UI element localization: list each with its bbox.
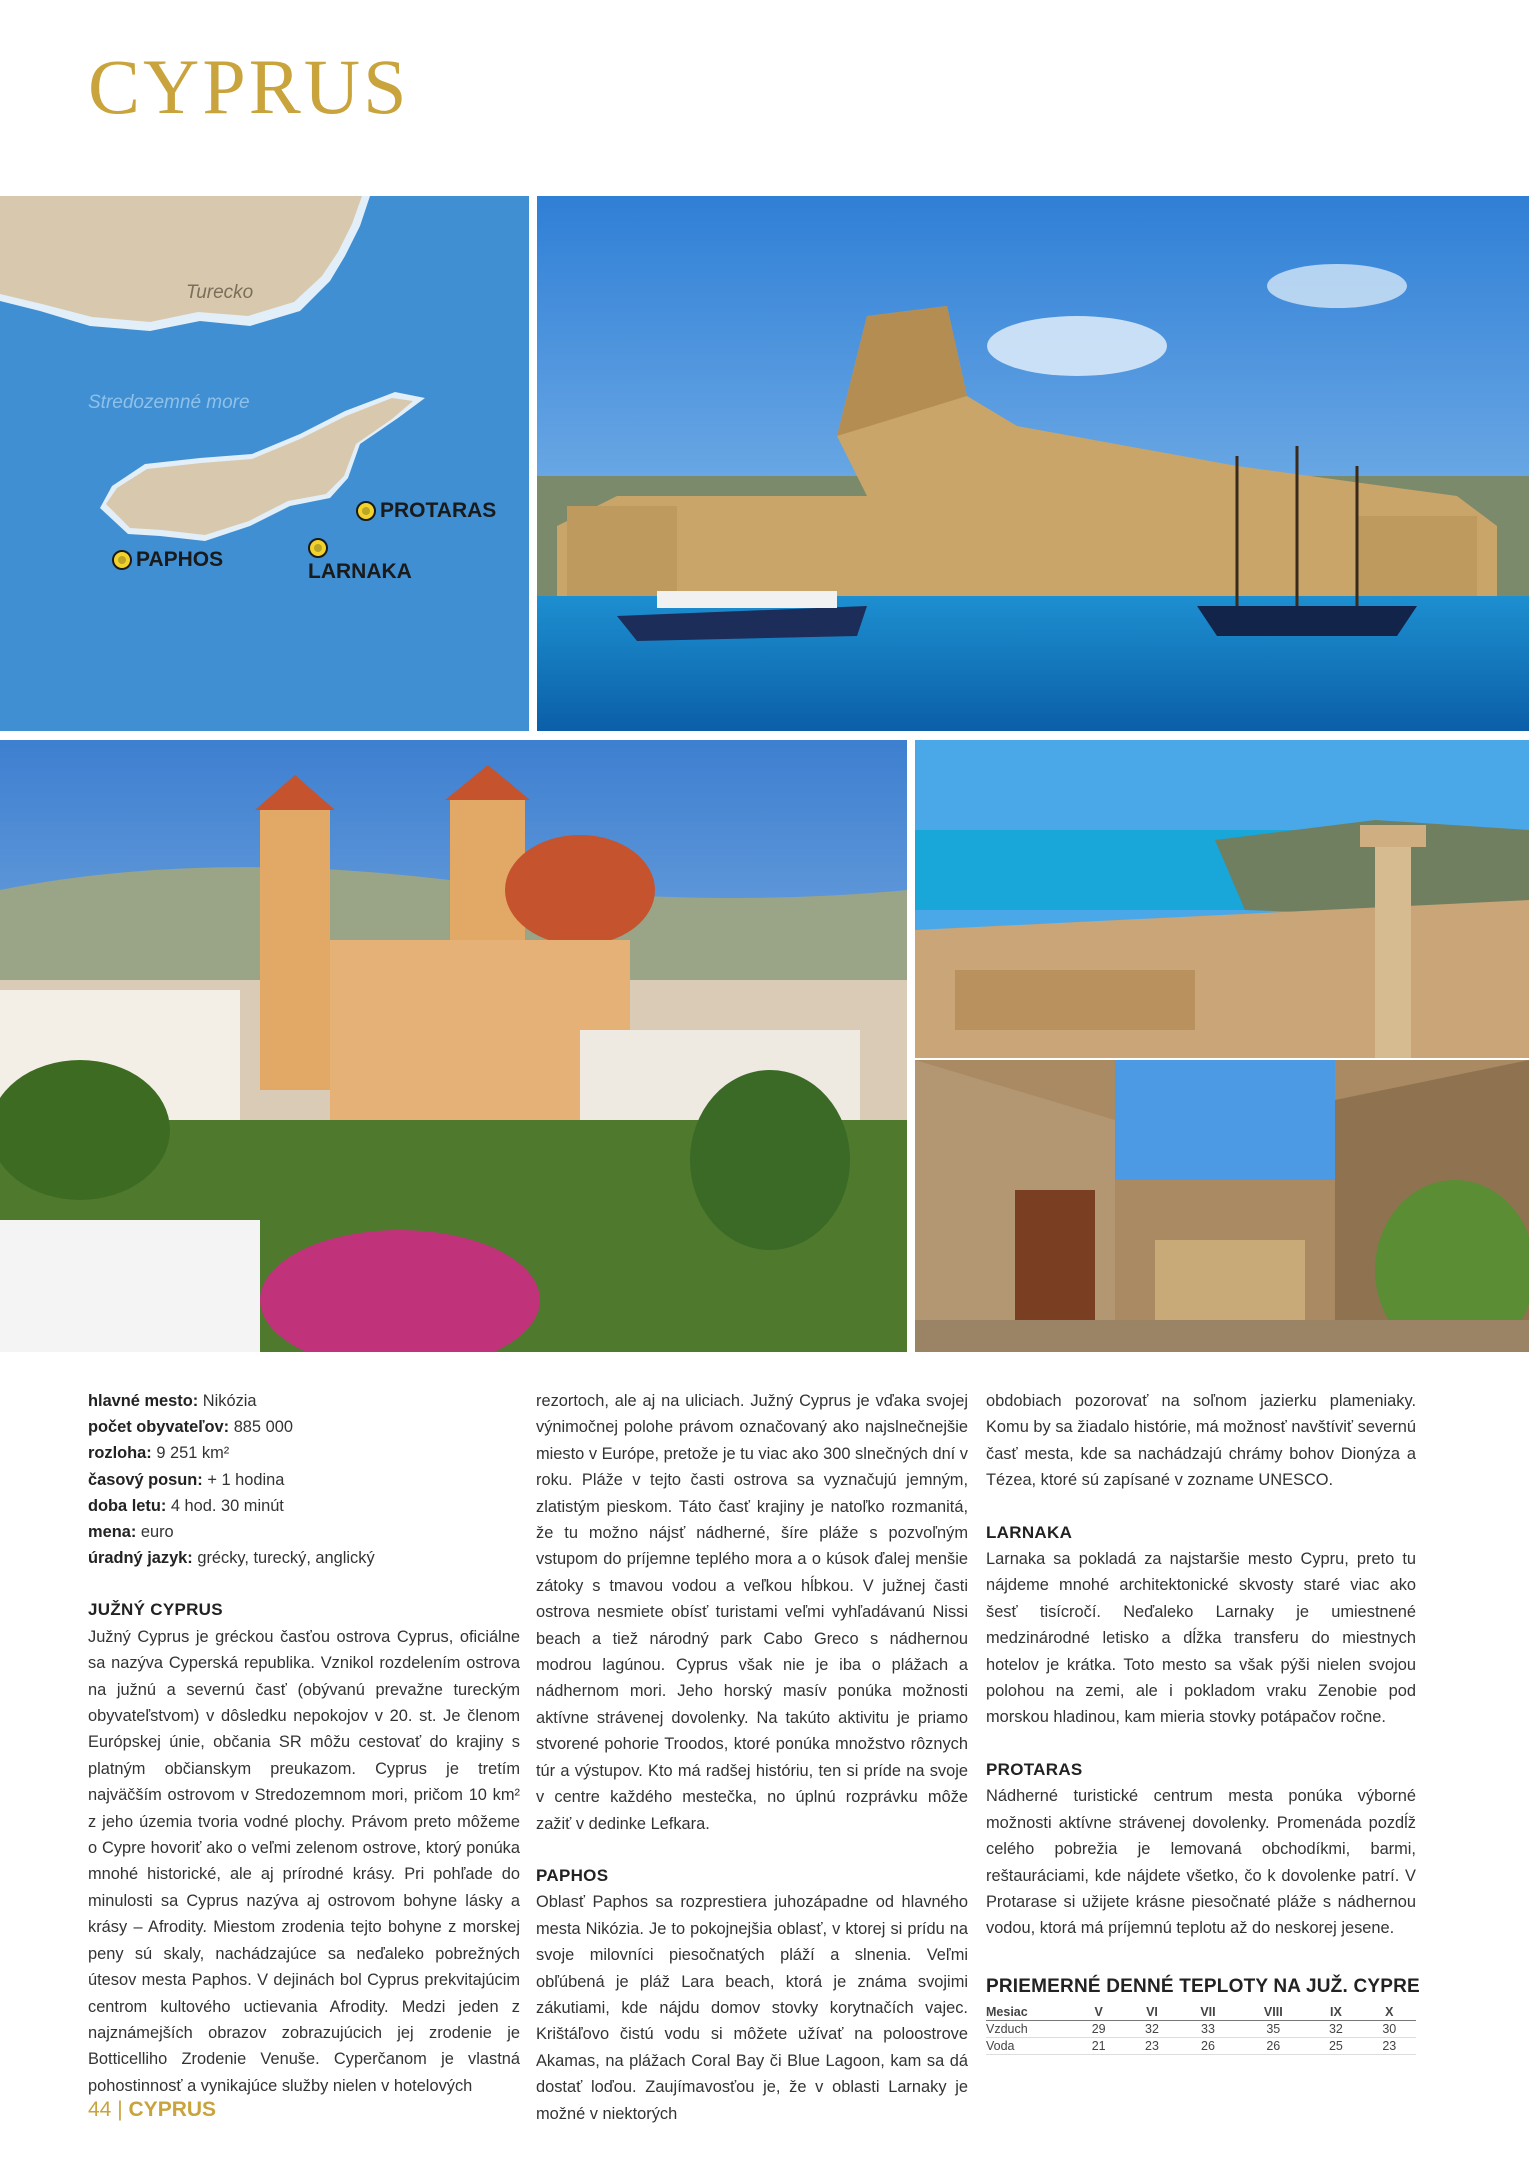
table-cell: 32	[1125, 2021, 1178, 2038]
text-column-1	[88, 1388, 520, 2099]
city-label: PROTARAS	[380, 499, 497, 522]
section-text-paphos-continued: obdobiach pozorovať na soľnom jazierku plameniaky. Komu by sa žiadalo histórie, má možnosť navštíviť severnú časť mesta, kde sa nachádzajú chrámy bohov Dionýza a Tézea, ktoré sú zapísané v zozname UNESCO.	[986, 1392, 1416, 1490]
section-heading-south: JUŽNÝ CYPRUS	[88, 1600, 223, 1620]
section-heading-paphos: PAPHOS	[536, 1865, 609, 1885]
table-header-cell: Mesiac	[986, 2004, 1072, 2021]
table-cell: 26	[1237, 2038, 1309, 2055]
table-cell: 26	[1179, 2038, 1238, 2055]
fact-currency: mena: euro	[88, 1523, 174, 1542]
city-label: PAPHOS	[136, 548, 224, 571]
fact-population: počet obyvateľov: 885 000	[88, 1418, 293, 1437]
sun-icon	[356, 501, 376, 521]
fact-time-offset: časový posun: + 1 hodina	[88, 1470, 285, 1489]
facts-list	[88, 1388, 520, 1571]
city-label: LARNAKA	[308, 560, 412, 583]
cyprus-map	[0, 196, 529, 731]
text-column-2	[536, 1388, 968, 2127]
fact-language: úradný jazyk: grécky, turecký, anglický	[88, 1549, 375, 1568]
table-cell: 23	[1125, 2038, 1178, 2055]
footer-separator: |	[117, 2098, 123, 2121]
map-shapes	[0, 196, 529, 731]
table-header-cell: VII	[1179, 2004, 1238, 2021]
section-text-south-continued: rezortoch, ale aj na uliciach. Južný Cyprus je vďaka svojej výnimočnej polohe právom označovaný ako najslnečnejšie miesto v Európe, pretože je tu viac ako 300 slnečných dní v roku. Pláže v tejto časti ostrova sa vyznačujú jemným, zlatistým pieskom. Táto časť krajiny je natoľko rozmanitá, že tu možno nájsť nádherné, šíre pláže s pozvoľným vstupom do príjemne teplého mora a o kúsok ďalej menšie zátoky s tmavou vodou a veľkou hĺbkou. V južnej časti ostrova nesmiete obísť turistami veľmi vyhľadávanú Nissi beach a tiež národný park Cabo Greco s nádhernou modrou lagúnou. Cyprus však nie je iba o plážach a nádhernom mori. Jeho horský masív ponúka možnosti aktívne strávenej dovolenky. Na takúto aktivitu je priamo stvorené pohorie Troodos, ktoré ponúka množstvo rôznych túr a výstupov. Kto má radšej históriu, ten si príde na svoje v centre každého mestečka, no úplnú rozprávku môže zažiť v dedinke Lefkara.	[536, 1392, 968, 1833]
text-column-3	[986, 1388, 1416, 1942]
table-cell: Vzduch	[986, 2021, 1072, 2038]
fact-area: rozloha: 9 251 km²	[88, 1444, 230, 1463]
map-city-larnaka	[308, 538, 412, 584]
table-header-cell: X	[1363, 2004, 1416, 2021]
section-text-south: Južný Cyprus je gréckou časťou ostrova Cyprus, oficiálne sa nazýva Cyperská republika. Vznikol rozdelením ostrova na južnú a severnú časť (obývanú prevažne tureckým obyvateľstvom) v dôsledku nepokojov v 20. st. Je členom Európskej únie, občania SR môžu cestovať do krajiny s platným občianskym preukazom. Cyprus je tretím najväčším ostrovom v Stredozemnom mori, pričom 10 km² z jeho územia tvoria vodné plochy. Právom preto môžeme o Cypre hovoriť ako o veľmi zelenom ostrove, ktorý ponúka mnohé historické, ale aj prírodné krásy. Pri pohľade do minulosti sa Cyprus nazýva aj ostrovom bohyne lásky a krásy – Afrodity. Miestom zrodenia tejto bohyne z morskej peny sú skaly, nachádzajúce sa neďaleko pobrežných útesov mesta Paphos. V dejinách bol Cyprus prekvitajúcim centrom kultového uctievania Afrodity. Medzi jeden z najznámejších obrazov zobrazujúcich jej zrodenie je Botticelliho Zrodenie Venuše. Cyperčanom je vlastná pohostinnosť a vynikajúce služby nielen v hotelových	[88, 1627, 520, 2095]
table-row	[986, 2038, 1416, 2055]
section-text-paphos: Oblasť Paphos sa rozprestiera juhozápadne od hlavného mesta Nikózia. Je to pokojnejšia oblasť, v ktorej si prídu na svoje milovníci piesočnatých pláží a slnenia. Veľmi obľúbená je pláž Lara beach, ktorá je známa svojimi zákutiami, kde nájdu domov stovky korytnačích vajec. Krištáľovo čistú vodu si môžete užívať na poloostrove Akamas, na plážach Coral Bay či Blue Lagoon, kam sa dá dostať loďou. Zaujímavosťou je, že v oblasti Larnaky je možné v niektorých	[536, 1893, 968, 2123]
table-row	[986, 2021, 1416, 2038]
table-header-cell: VIII	[1237, 2004, 1309, 2021]
table-cell: Voda	[986, 2038, 1072, 2055]
table-cell: 35	[1237, 2021, 1309, 2038]
map-city-protaras	[356, 499, 496, 523]
photo-ancient-ruins	[915, 740, 1529, 1058]
section-heading-larnaka: LARNAKA	[986, 1522, 1073, 1542]
temperature-table	[986, 2004, 1416, 2055]
sun-icon	[308, 538, 328, 558]
photo-village-street	[915, 1060, 1529, 1352]
table-header-cell: V	[1072, 2004, 1125, 2021]
section-text-protaras: Nádherné turistické centrum mesta ponúka výborné možnosti aktívne strávenej dovolenky. Promenáda pozdĺž celého pobrežia je lemovaná obchodíkmi, barmi, reštauráciami, kde nájdete všetko, čo k dovolenke patrí. V Protarase si užijete krásne piesočnaté pláže s nádhernou vodou, ktorá má príjemnú teplotu až do neskorej jesene.	[986, 1787, 1416, 1938]
section-heading-protaras: PROTARAS	[986, 1759, 1083, 1779]
table-header-cell: IX	[1309, 2004, 1362, 2021]
table-cell: 32	[1309, 2021, 1362, 2038]
photo-kyrenia-castle	[537, 196, 1529, 731]
sun-icon	[112, 550, 132, 570]
fact-capital: hlavné mesto: Nikózia	[88, 1392, 257, 1410]
table-header-row	[986, 2004, 1416, 2021]
table-cell: 25	[1309, 2038, 1362, 2055]
temperature-table-title: PRIEMERNÉ DENNÉ TEPLOTY NA JUŽ. CYPRE	[986, 1976, 1420, 1997]
map-label-turkey: Turecko	[186, 282, 254, 303]
map-city-paphos	[112, 548, 223, 572]
table-cell: 21	[1072, 2038, 1125, 2055]
map-label-sea: Stredozemné more	[88, 392, 250, 413]
photo-paphos-church	[0, 740, 907, 1352]
footer-label: CYPRUS	[128, 2098, 217, 2121]
table-cell: 29	[1072, 2021, 1125, 2038]
table-cell: 30	[1363, 2021, 1416, 2038]
fact-flight-time: doba letu: 4 hod. 30 minút	[88, 1496, 284, 1515]
page-number: 44	[88, 2098, 112, 2121]
section-text-larnaka: Larnaka sa pokladá za najstaršie mesto Cypru, preto tu nájdeme mnohé architektonické skvosty staré viac ako šesť tisícročí. Neďaleko Larnaky je umiestnené medzinárodné letisko a dĺžka transferu do miestnych hotelov je krátka. Toto mesto sa však pýši nielen svojou polohou na zemi, ale i pokladom vraku Zenobie pod morskou hladinou, kam mieria stovky potápačov ročne.	[986, 1550, 1416, 1727]
table-header-cell: VI	[1125, 2004, 1178, 2021]
table-cell: 33	[1179, 2021, 1238, 2038]
page-title: CYPRUS	[88, 43, 410, 130]
table-cell: 23	[1363, 2038, 1416, 2055]
page-footer	[88, 2098, 216, 2122]
